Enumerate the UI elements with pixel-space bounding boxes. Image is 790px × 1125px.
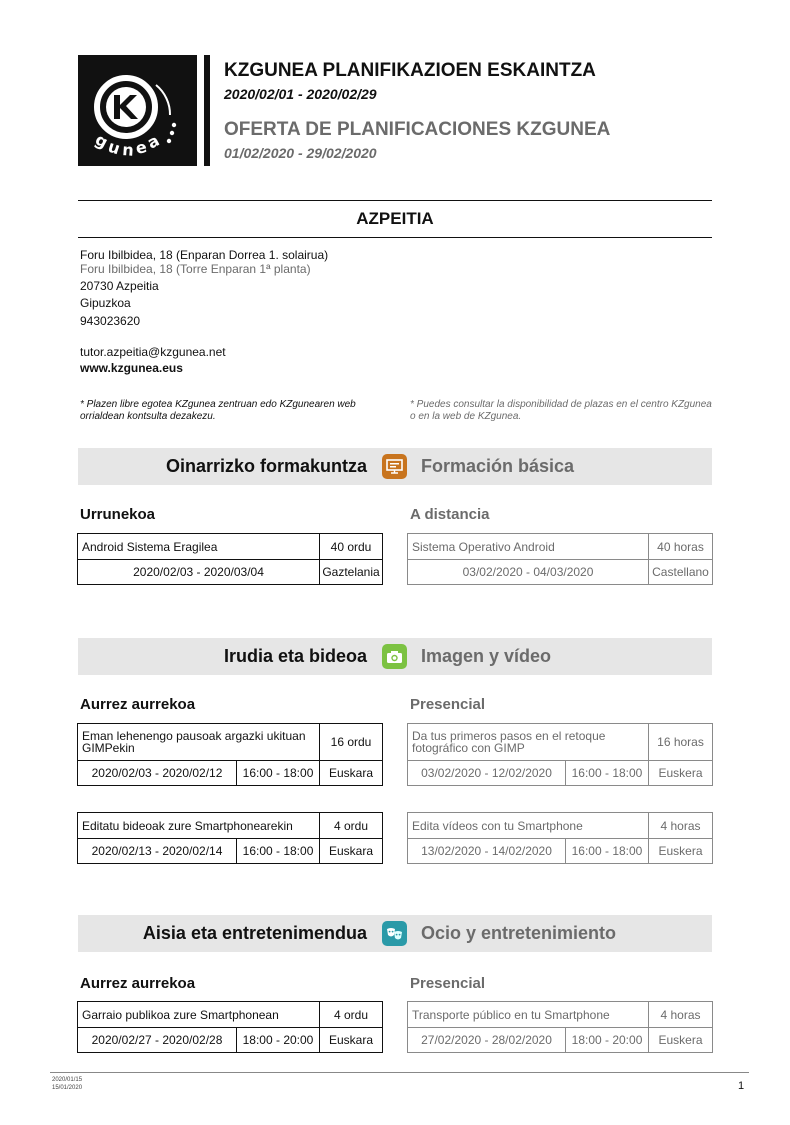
course-dates: 2020/02/03 - 2020/02/12 xyxy=(78,761,237,786)
course-hours: 40 ordu xyxy=(320,534,383,560)
kzgunea-logo xyxy=(78,55,197,166)
section-title-es: Formación básica xyxy=(421,456,575,476)
section-title-eu: Oinarrizko formakuntza xyxy=(165,456,367,476)
course-time: 18:00 - 20:00 xyxy=(237,1028,320,1053)
center-name: AZPEITIA xyxy=(356,209,434,228)
address-line-es: Foru Ibilbidea, 18 (Torre Enparan 1ª planta) xyxy=(80,262,311,276)
header-date-eu: 2020/02/01 - 2020/02/29 xyxy=(224,86,377,102)
course-hours: 16 horas xyxy=(649,724,713,761)
modality-eu: Urrunekoa xyxy=(80,506,156,523)
note-eu: * Plazen libre egotea KZgunea zentruan edo KZgunearen web orrialdean kontsulta dezakezu. xyxy=(80,399,356,422)
course-language: Euskara xyxy=(320,761,383,786)
modality-es: Presencial xyxy=(410,696,486,713)
course-dates: 13/02/2020 - 14/02/2020 xyxy=(408,839,566,864)
course-language: Castellano xyxy=(649,560,713,585)
course-language: Gaztelania xyxy=(320,560,383,585)
course-table-eu xyxy=(77,533,383,585)
footer-date-es: 15/01/2020 xyxy=(52,1085,83,1091)
note-es: * Puedes consultar la disponibilidad de plazas en el centro KZgunea o en la web de KZgunea. xyxy=(410,399,712,422)
course-name: Edita vídeos con tu Smartphone xyxy=(408,813,649,839)
email-link[interactable]: tutor.azpeitia@kzgunea.net xyxy=(80,345,226,359)
modality-eu: Aurrez aurrekoa xyxy=(80,696,196,713)
course-table-es xyxy=(407,812,713,864)
section-bar-leisure xyxy=(78,915,712,952)
course-language: Euskara xyxy=(320,839,383,864)
camera-icon xyxy=(382,644,407,669)
section-title-eu: Irudia eta bideoa xyxy=(223,646,367,666)
course-name: Editatu bideoak zure Smartphonearekin xyxy=(78,813,320,839)
header-title-eu: KZGUNEA PLANIFIKAZIOEN ESKAINTZA xyxy=(224,60,596,81)
section-bar-image-video xyxy=(78,638,712,675)
course-table-es xyxy=(407,723,713,786)
course-name: Da tus primeros pasos en el retoque fotográfico con GIMP xyxy=(408,724,649,761)
course-hours: 4 horas xyxy=(649,813,713,839)
web-link[interactable]: www.kzgunea.eus xyxy=(80,361,183,375)
header-title-es: OFERTA DE PLANIFICACIONES KZGUNEA xyxy=(224,119,611,140)
course-hours: 4 ordu xyxy=(320,1002,383,1028)
course-table-eu xyxy=(77,1001,383,1053)
address-province: Gipuzkoa xyxy=(80,296,131,310)
course-dates: 03/02/2020 - 12/02/2020 xyxy=(408,761,566,786)
course-language: Euskera xyxy=(649,1028,713,1053)
course-dates: 03/02/2020 - 04/03/2020 xyxy=(408,560,649,585)
course-name: Sistema Operativo Android xyxy=(408,534,649,560)
course-dates: 27/02/2020 - 28/02/2020 xyxy=(408,1028,566,1053)
svg-text:u: u xyxy=(105,136,123,159)
course-time: 16:00 - 18:00 xyxy=(566,839,649,864)
course-name: Eman lehenengo pausoak argazki ukituan GIMPekin xyxy=(78,724,320,761)
address-line-eu: Foru Ibilbidea, 18 (Enparan Dorrea 1. solairua) xyxy=(80,248,329,262)
course-dates: 2020/02/13 - 2020/02/14 xyxy=(78,839,237,864)
theater-masks-icon xyxy=(382,921,407,946)
svg-text:a: a xyxy=(143,130,163,153)
svg-text:n: n xyxy=(121,140,135,160)
section-bar-basic-training xyxy=(78,448,712,485)
course-hours: 40 horas xyxy=(649,534,713,560)
course-name: Garraio publikoa zure Smartphonean xyxy=(78,1002,320,1028)
footer-rule xyxy=(50,1072,749,1073)
course-hours: 4 horas xyxy=(649,1002,713,1028)
page-number: 1 xyxy=(738,1080,745,1092)
course-time: 16:00 - 18:00 xyxy=(237,761,320,786)
course-language: Euskera xyxy=(649,761,713,786)
modality-es: Presencial xyxy=(410,975,486,992)
header-divider xyxy=(204,55,210,166)
course-name: Transporte público en tu Smartphone xyxy=(408,1002,649,1028)
course-language: Euskara xyxy=(320,1028,383,1053)
course-hours: 16 ordu xyxy=(320,724,383,761)
title-rule-bottom xyxy=(78,237,712,238)
course-dates: 2020/02/27 - 2020/02/28 xyxy=(78,1028,237,1053)
course-table-eu xyxy=(77,812,383,864)
section-title-eu: Aisia eta entretenimendua xyxy=(142,923,367,943)
course-time: 18:00 - 20:00 xyxy=(566,1028,649,1053)
course-language: Euskera xyxy=(649,839,713,864)
course-dates: 2020/02/03 - 2020/03/04 xyxy=(78,560,320,585)
header-date-es: 01/02/2020 - 29/02/2020 xyxy=(224,145,377,161)
address-postal: 20730 Azpeitia xyxy=(80,279,159,293)
kzgunea-logo-icon xyxy=(78,55,197,166)
title-rule-top xyxy=(78,200,712,201)
course-table-es xyxy=(407,533,713,585)
course-table-eu xyxy=(77,723,383,786)
course-hours: 4 ordu xyxy=(320,813,383,839)
modality-eu: Aurrez aurrekoa xyxy=(80,975,196,992)
footer-date-eu: 2020/01/15 xyxy=(52,1077,83,1083)
section-title-es: Imagen y vídeo xyxy=(421,646,552,666)
section-title-es: Ocio y entretenimiento xyxy=(421,923,617,943)
course-table-es xyxy=(407,1001,713,1053)
course-time: 16:00 - 18:00 xyxy=(237,839,320,864)
address-phone: 943023620 xyxy=(80,314,141,328)
modality-es: A distancia xyxy=(410,506,490,523)
svg-text:e: e xyxy=(133,137,149,158)
course-name: Android Sistema Eragilea xyxy=(78,534,320,560)
course-time: 16:00 - 18:00 xyxy=(566,761,649,786)
presentation-icon xyxy=(382,454,407,479)
svg-text:g: g xyxy=(92,129,112,152)
